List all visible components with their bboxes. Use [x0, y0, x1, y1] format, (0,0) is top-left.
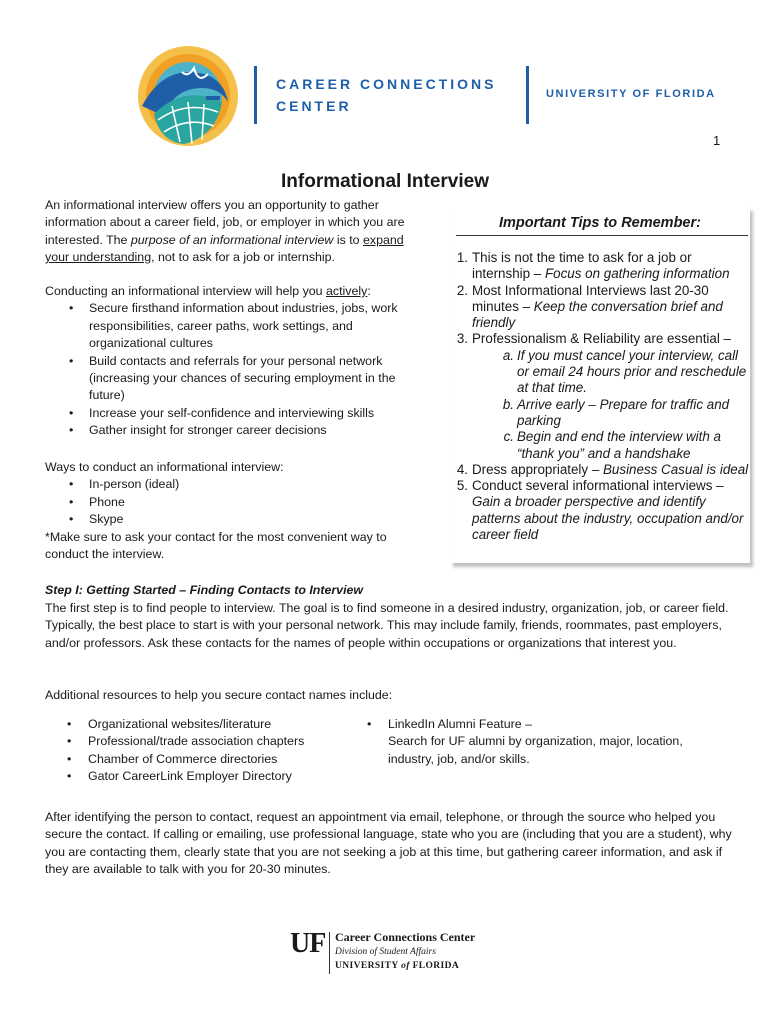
benefits-section — [45, 283, 430, 440]
org-name-line2: CENTER — [276, 98, 352, 114]
header-divider — [526, 66, 529, 124]
ways-section — [45, 459, 430, 563]
tip-subitem: c. Begin and end the interview with a “thank you” and a handshake — [503, 429, 721, 461]
benefits-lead: Conducting an informational interview will help you actively: — [45, 284, 371, 298]
ways-note: *Make sure to ask your contact for the most convenient way to conduct the interview. — [45, 529, 387, 562]
list-item: • Secure firsthand information about industries, jobs, work responsibilities, career paths, work settings, and organizational cultures — [45, 300, 430, 352]
list-item: • Skype — [45, 511, 430, 528]
footer-divider — [329, 932, 330, 974]
resources-list-right — [345, 716, 725, 768]
tip-item: 5. Conduct several informational interviews – Gain a broader perspective and identify patterns about the industry, occupation and/or career field — [456, 478, 744, 543]
tip-subitem: b. Arrive early – Prepare for traffic and parking — [502, 396, 730, 428]
list-item: • Chamber of Commerce directories — [45, 751, 365, 768]
step1-paragraph: The first step is to find people to interview. The goal is to find someone in a desired industry, organization, job, or career field. Typically, the best place to start is with your personal network. This may include family, friends, roommates, past employers, and/or professors. Ask these contacts for the names of people within occupations or organizations that interest you. — [45, 601, 729, 650]
list-item: • Gather insight for stronger career decisions — [45, 422, 430, 439]
page-title: Informational Interview — [281, 171, 489, 192]
university-name: UNIVERSITY OF FLORIDA — [546, 88, 716, 100]
resources-lead: Additional resources to help you secure contact names include: — [45, 688, 393, 702]
tip-item: 4. Dress appropriately – Business Casual is ideal — [456, 461, 749, 477]
tip-item: 1. This is not the time to ask for a job or internship – Focus on gathering information — [456, 250, 730, 282]
list-item: • Build contacts and referrals for your personal network (increasing your chances of securing employment in the future) — [45, 353, 430, 405]
footer-org-name: Career Connections Center — [335, 930, 476, 944]
header-divider — [254, 66, 257, 124]
tip-item: 3. Professionalism & Reliability are essential – — [456, 331, 731, 347]
page-number: 1 — [713, 133, 721, 148]
footer-division: Division of Student Affairs — [335, 947, 436, 957]
footer-university: UNIVERSITY of FLORIDA — [335, 961, 460, 971]
after-paragraph: After identifying the person to contact, request an appointment via email, telephone, or through the source who helped you secure the contact. If calling or emailing, use professional language, state who you are (including that you are a student), why you are contacting them, clearly state that you are not seeking a job at this time, but gathering career information, and ask if they are available to talk with you for 20-30 minutes. — [45, 810, 732, 877]
tips-box — [450, 207, 750, 563]
step1-heading: Step I: Getting Started – Finding Contacts to Interview — [45, 583, 364, 597]
resources-list-left — [45, 716, 365, 786]
list-item: • Organizational websites/literature — [45, 716, 365, 733]
tips-heading: Important Tips to Remember: — [499, 215, 701, 231]
list-item: • In-person (ideal) — [45, 476, 430, 493]
list-item: • Gator CareerLink Employer Directory — [45, 768, 365, 785]
tip-subitem: a. If you must cancel your interview, call or email 24 hours prior and reschedule at that time. — [502, 347, 747, 396]
list-item: • Increase your self-confidence and interviewing skills — [45, 405, 430, 422]
career-center-logo-icon — [124, 44, 252, 154]
tips-divider — [456, 235, 748, 236]
ways-lead: Ways to conduct an informational interview: — [45, 460, 284, 474]
tip-item: 2. Most Informational Interviews last 20-30 minutes – Keep the conversation brief and friendly — [456, 282, 723, 331]
tips-list — [450, 250, 750, 543]
org-name-line1: CAREER CONNECTIONS — [276, 76, 497, 92]
list-item: • LinkedIn Alumni Feature – Search for UF alumni by organization, major, location, industry, job, and/or skills. — [345, 716, 725, 768]
list-item: • Phone — [45, 494, 430, 511]
intro-paragraph: An informational interview offers you an opportunity to gather information about a career field, job, or employer in which you are interested. The purpose of an informational interview is to expand your understanding, not to ask for a job or internship. — [45, 198, 405, 265]
uf-logo-mark: UF — [290, 928, 326, 959]
list-item: • Professional/trade association chapters — [45, 733, 365, 750]
